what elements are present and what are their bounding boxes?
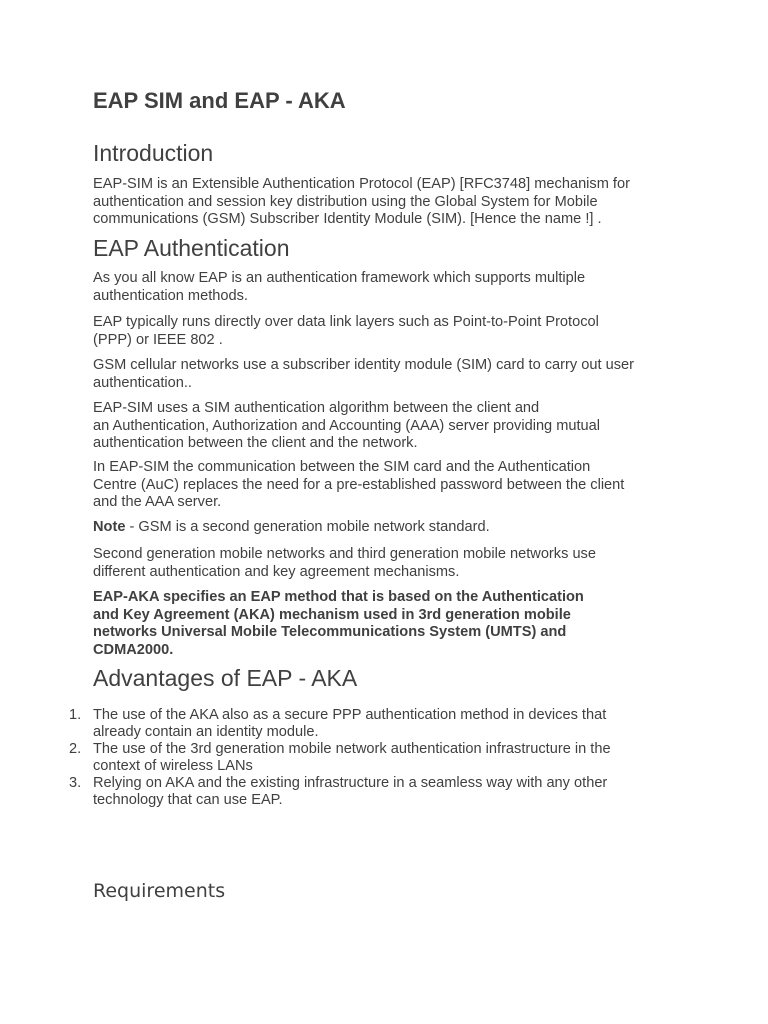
text-line: CDMA2000.: [93, 641, 174, 658]
list-number: 2.: [69, 741, 82, 757]
text-line: (PPP) or IEEE 802 .: [93, 331, 223, 348]
note-label: Note: [93, 519, 126, 535]
auth-paragraph-1: [93, 270, 585, 305]
text-line: authentication..: [93, 374, 192, 391]
text-line: context of wireless LANs: [93, 758, 253, 774]
text-line: GSM cellular networks use a subscriber identity module (SIM) card to carry out user: [93, 357, 634, 373]
text-line: EAP typically runs directly over data link layers such as Point-to-Point Protocol: [93, 314, 599, 330]
text-line: EAP-SIM is an Extensible Authentication Protocol (EAP) [RFC3748] mechanism for: [93, 176, 630, 192]
auth-paragraph-3: [93, 357, 634, 392]
text-line: Relying on AKA and the existing infrastructure in a seamless way with any other: [93, 775, 608, 791]
eap-aka-paragraph: [93, 589, 584, 659]
text-line: In EAP-SIM the communication between the SIM card and the Authentication: [93, 459, 591, 475]
list-item: [69, 775, 611, 809]
text-line: networks Universal Mobile Telecommunications System (UMTS) and: [93, 624, 567, 640]
text-line: Second generation mobile networks and third generation mobile networks use: [93, 546, 596, 562]
text-line: The use of the 3rd generation mobile network authentication infrastructure in the: [93, 741, 611, 757]
list-number: 1.: [69, 707, 82, 723]
text-line: and the AAA server.: [93, 494, 222, 510]
advantages-list: [69, 707, 611, 809]
note-paragraph: [93, 519, 490, 537]
text-line: different authentication and key agreement mechanisms.: [93, 563, 460, 580]
text-line: As you all know EAP is an authentication framework which supports multiple: [93, 270, 586, 286]
text-line: Centre (AuC) replaces the need for a pre-established password between the client: [93, 476, 625, 493]
text-line: authentication between the client and the network.: [93, 435, 418, 451]
note-text: - GSM is a second generation mobile network standard.: [125, 519, 490, 535]
auth-paragraph-4: [93, 400, 600, 453]
document-title: EAP SIM and EAP - AKA: [93, 88, 346, 113]
text-line: technology that can use EAP.: [93, 792, 283, 808]
auth-paragraph-5: [93, 459, 624, 512]
text-line: communications (GSM) Subscriber Identity Module (SIM). [Hence the name !] .: [93, 211, 602, 227]
list-number: 3.: [69, 775, 82, 791]
intro-heading: Introduction: [93, 140, 214, 166]
auth-heading: EAP Authentication: [93, 235, 290, 261]
list-item: [69, 741, 611, 775]
text-line: authentication methods.: [93, 287, 248, 304]
auth-paragraph-2: [93, 314, 599, 349]
requirements-heading: Requirements: [93, 880, 226, 902]
text-line: authentication and session key distribution using the Global System for Mobile: [93, 193, 598, 210]
text-line: EAP-AKA specifies an EAP method that is based on the Authentication: [93, 589, 584, 605]
text-line: already contain an identity module.: [93, 724, 319, 740]
intro-paragraph: [93, 176, 630, 229]
advantages-heading: Advantages of EAP - AKA: [93, 665, 358, 691]
text-line: an Authentication, Authorization and Accounting (AAA) server providing mutual: [93, 417, 601, 434]
text-line: and Key Agreement (AKA) mechanism used in 3rd generation mobile: [93, 606, 571, 623]
list-item: [69, 707, 611, 741]
text-line: The use of the AKA also as a secure PPP authentication method in devices that: [93, 707, 607, 723]
auth-paragraph-6: [93, 546, 596, 581]
text-line: EAP-SIM uses a SIM authentication algorithm between the client and: [93, 400, 540, 416]
